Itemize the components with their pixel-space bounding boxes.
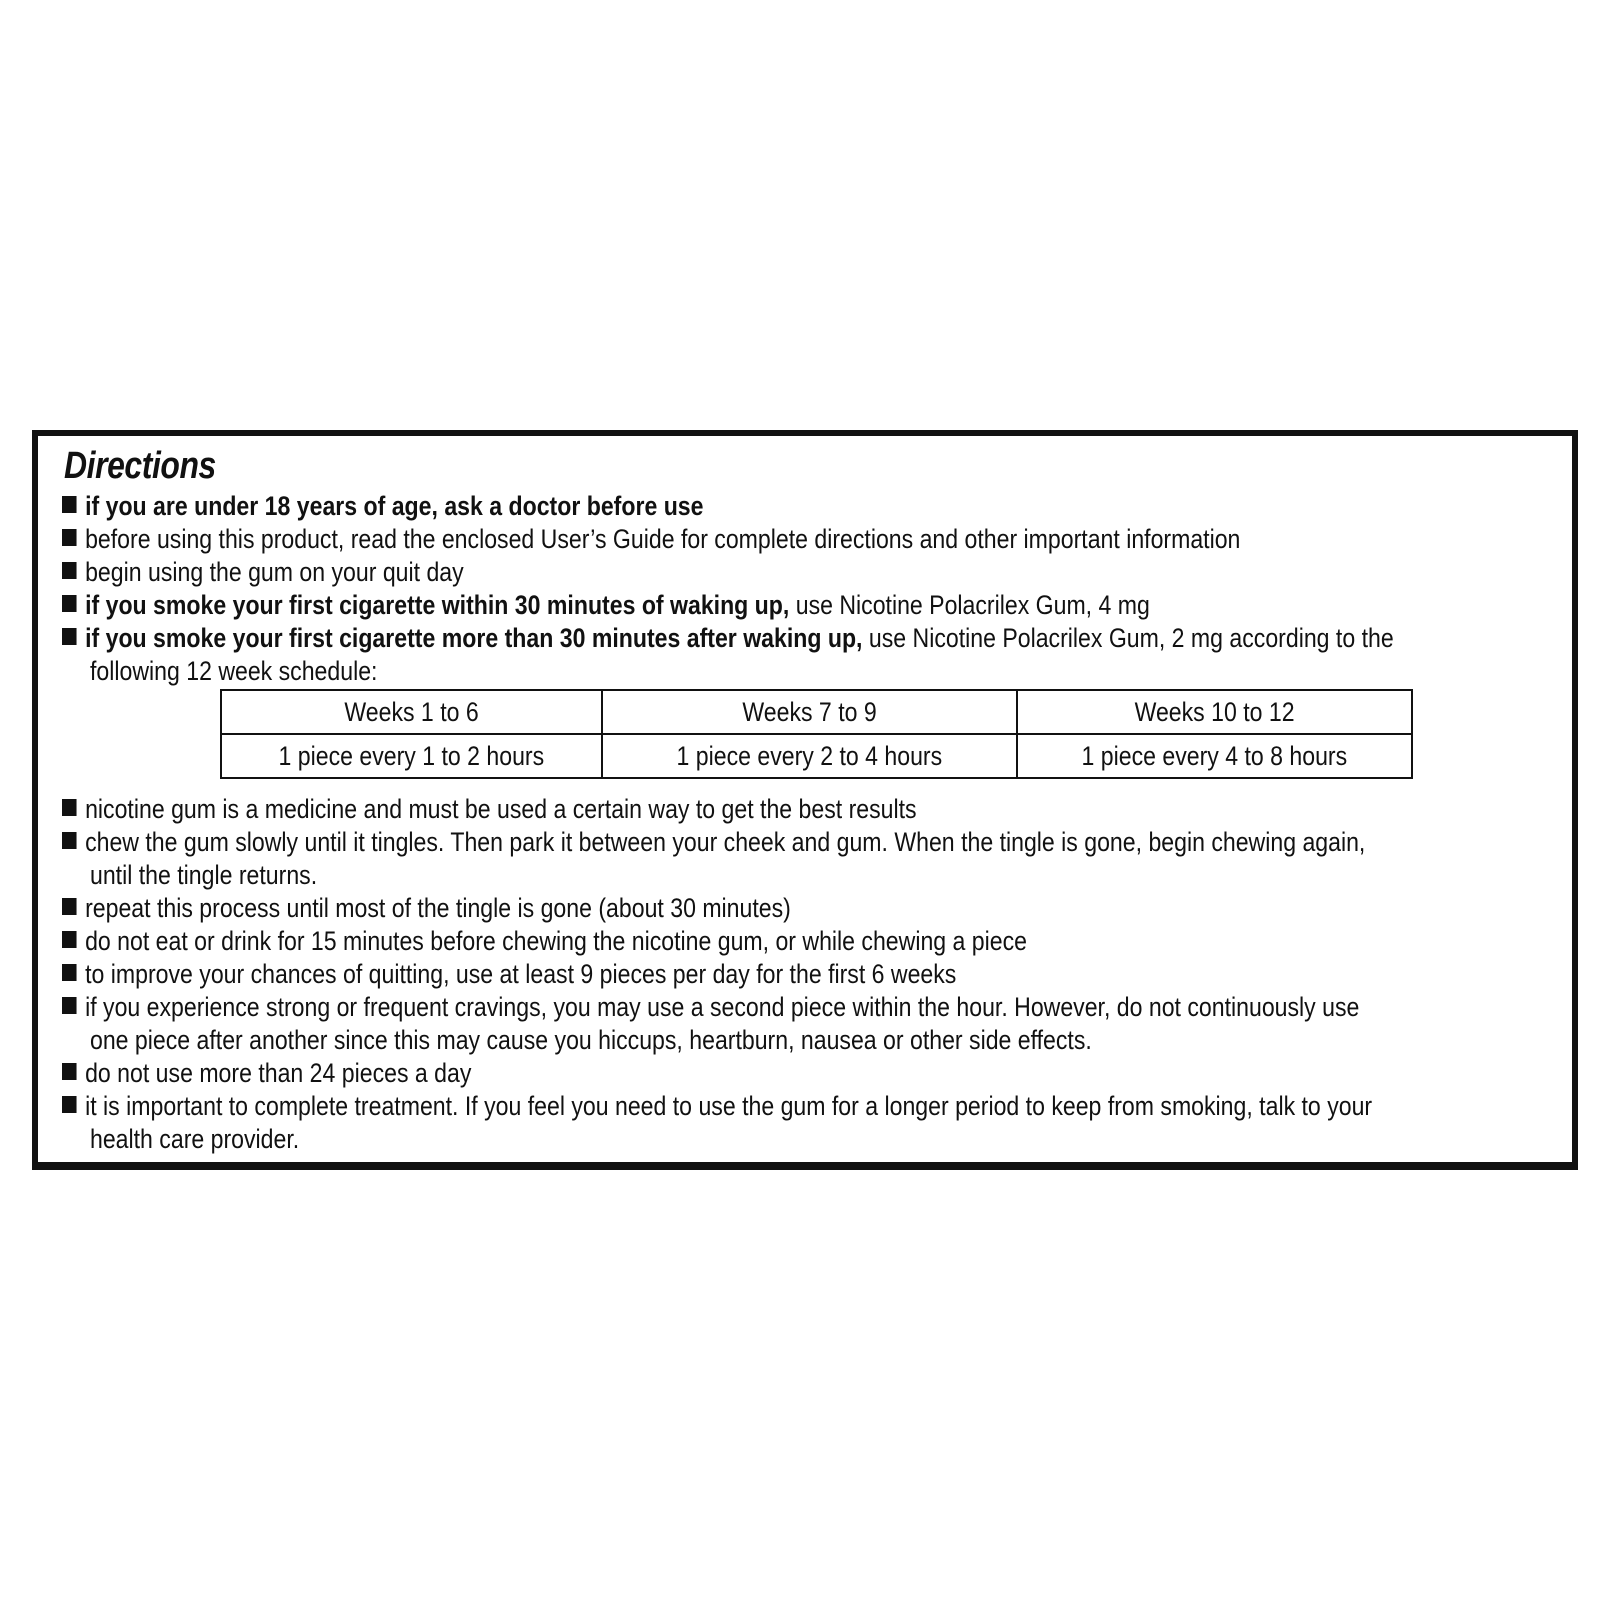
square-bullet-icon [62, 898, 77, 915]
direction-item: do not use more than 24 pieces a day [62, 1057, 471, 1090]
schedule-header-cell: Weeks 7 to 9 [602, 690, 1017, 734]
direction-item: if you experience strong or frequent cravings, you may use a second piece within the hour. However, do not continuously use [62, 991, 1359, 1024]
direction-item: if you smoke your first cigarette within 30 minutes of waking up, use Nicotine Polacrilex Gum, 4 mg [62, 589, 1150, 622]
schedule-dose-cell: 1 piece every 2 to 4 hours [602, 734, 1017, 778]
direction-item: it is important to complete treatment. If you feel you need to use the gum for a longer period to keep from smoking, talk to your [62, 1090, 1372, 1123]
dosage-schedule-table [220, 689, 1413, 779]
direction-item-continuation: following 12 week schedule: [90, 656, 378, 686]
square-bullet-icon [62, 799, 77, 816]
schedule-header-cell: Weeks 1 to 6 [221, 690, 602, 734]
direction-item: do not eat or drink for 15 minutes before chewing the nicotine gum, or while chewing a piece [62, 925, 1027, 958]
square-bullet-icon [62, 997, 77, 1014]
schedule-header-cell: Weeks 10 to 12 [1017, 690, 1412, 734]
direction-item: if you smoke your first cigarette more than 30 minutes after waking up, use Nicotine Polacrilex Gum, 2 mg according to the [62, 622, 1394, 655]
directions-title: Directions [64, 445, 216, 487]
direction-item: chew the gum slowly until it tingles. Then park it between your cheek and gum. When the tingle is gone, begin chewing again, [62, 826, 1365, 859]
square-bullet-icon [62, 964, 77, 981]
schedule-dose-cell: 1 piece every 1 to 2 hours [221, 734, 602, 778]
direction-item-continuation: health care provider. [90, 1124, 300, 1154]
direction-item: nicotine gum is a medicine and must be used a certain way to get the best results [62, 793, 917, 826]
direction-item: to improve your chances of quitting, use at least 9 pieces per day for the first 6 weeks [62, 958, 956, 991]
square-bullet-icon [62, 562, 77, 579]
direction-item-continuation: until the tingle returns. [90, 860, 318, 890]
directions-panel [32, 430, 1578, 1170]
schedule-header-row [221, 690, 1412, 734]
square-bullet-icon [62, 529, 77, 546]
square-bullet-icon [62, 595, 77, 612]
direction-item-continuation: one piece after another since this may cause you hiccups, heartburn, nausea or other side effects. [90, 1025, 1092, 1055]
square-bullet-icon [62, 832, 77, 849]
direction-item: begin using the gum on your quit day [62, 556, 464, 589]
square-bullet-icon [62, 1096, 77, 1113]
direction-item: if you are under 18 years of age, ask a doctor before use [62, 490, 703, 523]
direction-item: before using this product, read the enclosed User’s Guide for complete directions and other important information [62, 523, 1240, 556]
square-bullet-icon [62, 628, 77, 645]
schedule-dose-cell: 1 piece every 4 to 8 hours [1017, 734, 1412, 778]
square-bullet-icon [62, 496, 77, 513]
schedule-dose-row [221, 734, 1412, 778]
square-bullet-icon [62, 1063, 77, 1080]
direction-item: repeat this process until most of the tingle is gone (about 30 minutes) [62, 892, 791, 925]
square-bullet-icon [62, 931, 77, 948]
